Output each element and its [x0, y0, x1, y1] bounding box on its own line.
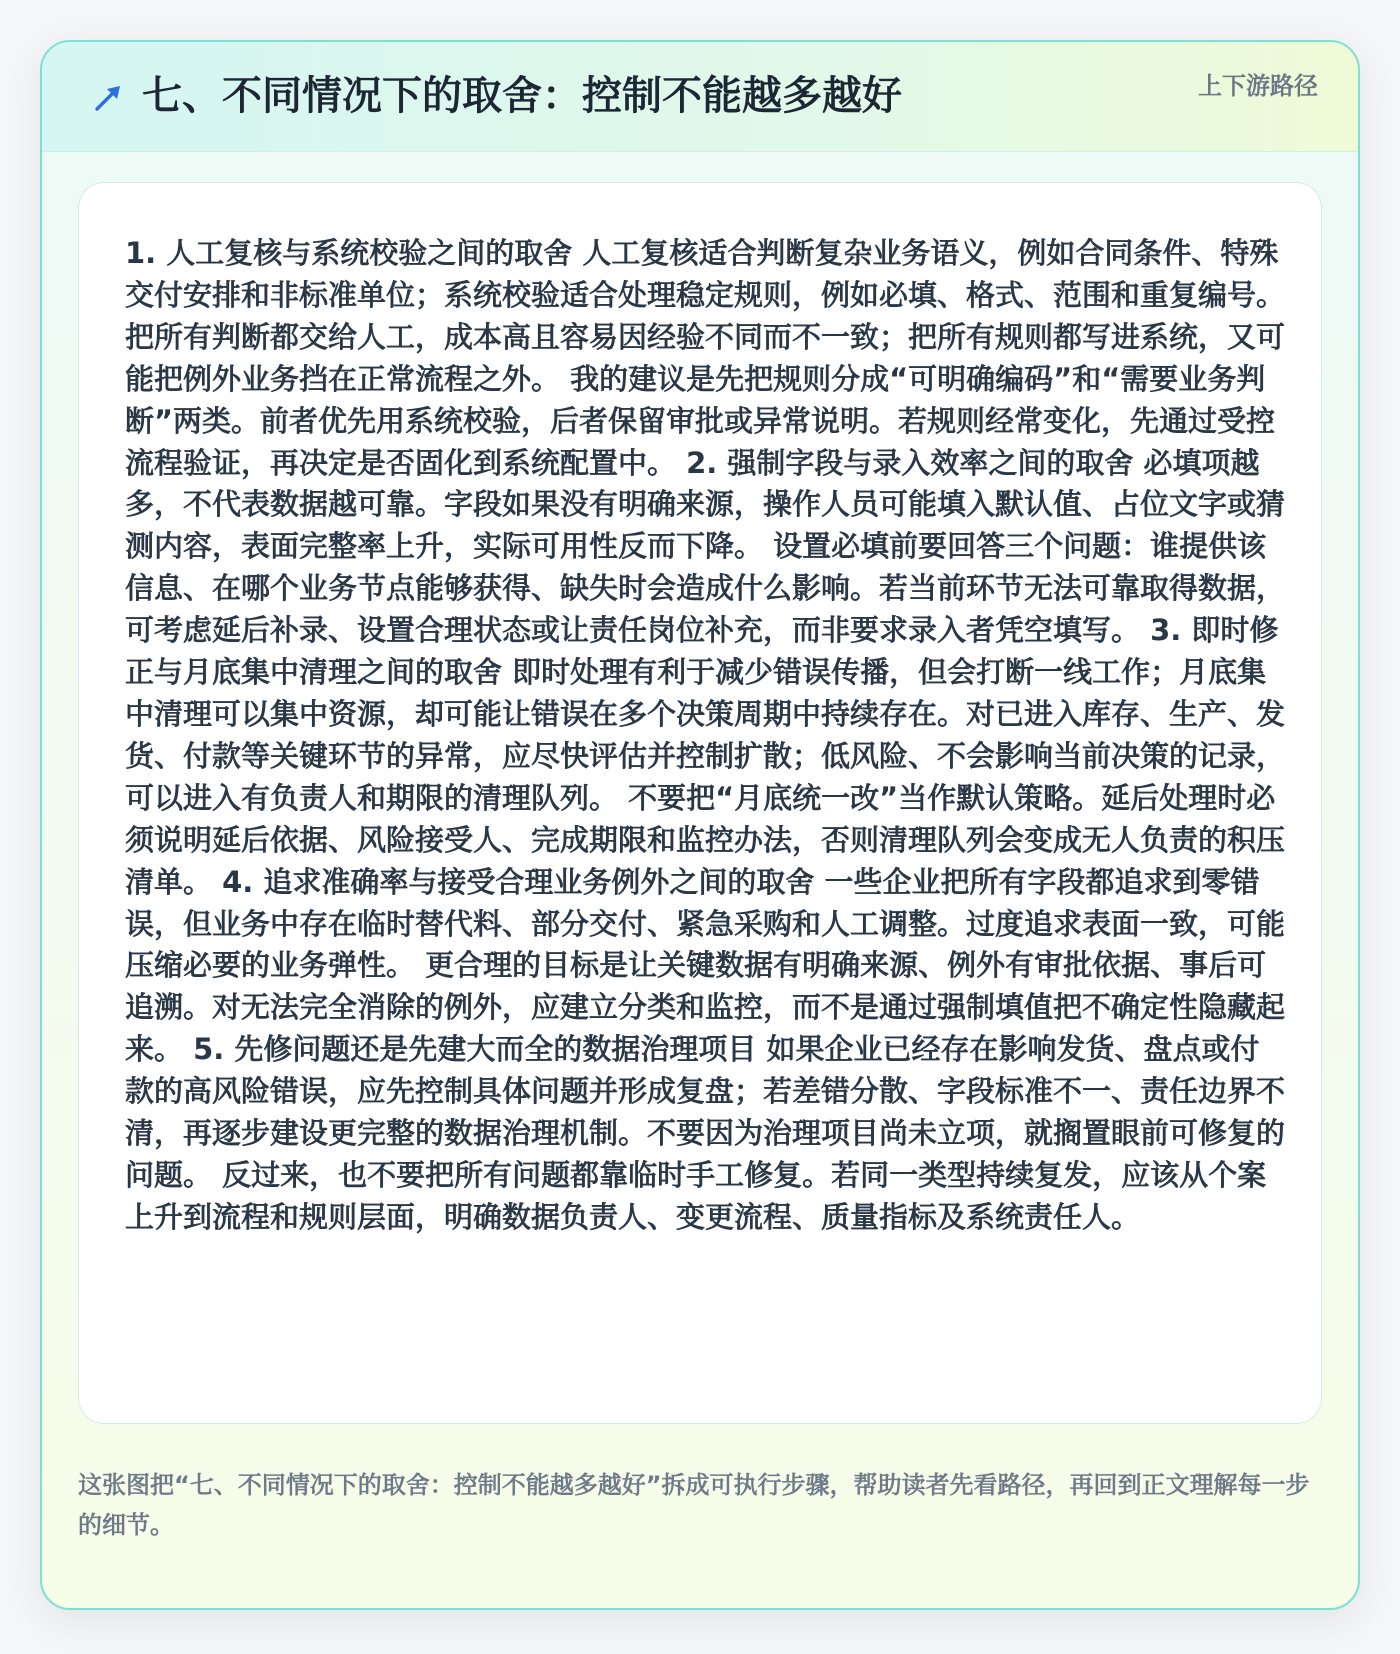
figure-caption: 这张图把“七、不同情况下的取舍：控制不能越多越好”拆成可执行步骤，帮助读者先看路径，再回到正文理解每一步的细节。 — [78, 1471, 1310, 1539]
section-tag: 上下游路径 — [1198, 72, 1318, 100]
card-header — [42, 42, 1358, 152]
body-text: 1. 人工复核与系统校验之间的取舍 人工复核适合判断复杂业务语义，例如合同条件、特殊交付安排和非标准单位；系统校验适合处理稳定规则，例如必填、格式、范围和重复编号。把所有判断都交给人工，成本高且容易因经验不同而不一致；把所有规则都写进系统，又可能把例外业务挡在正常流程之外。 我的建议是先把规则分成“可明确编码”和“需要业务判断”两类。前者优先用系统校验，后者保留审批或异常说明。若规则经常变化，先通过受控流程验证，再决定是否固化到系统配置中。 2. 强制字段与录入效率之间的取舍 必填项越多，不代表数据越可靠。字段如果没有明确来源，操作人员可能填入默认值、占位文字或猜测内容，表面完整率上升，实际可用性反而下降。 设置必填前要回答三个问题：谁提供该信息、在哪个业务节点能够获得、缺失时会造成什么影响。若当前环节无法可靠取得数据，可考虑延后补录、设置合理状态或让责任岗位补充，而非要求录入者凭空填写。 3. 即时修正与月底集中清理之间的取舍 即时处理有利于减少错误传播，但会打断一线工作；月底集中清理可以集中资源，却可能让错误在多个决策周期中持续存在。对已进入库存、生产、发货、付款等关键环节的异常，应尽快评估并控制扩散；低风险、不会影响当前决策的记录，可以进入有负责人和期限的清理队列。 不要把“月底统一改”当作默认策略。延后处理时必须说明延后依据、风险接受人、完成期限和监控办法，否则清理队列会变成无人负责的积压清单。 4. 追求准确率与接受合理业务例外之间的取舍 一些企业把所有字段都追求到零错误，但业务中存在临时替代料、部分交付、紧急采购和人工调整。过度追求表面一致，可能压缩必要的业务弹性。 更合理的目标是让关键数据有明确来源、例外有审批依据、事后可追溯。对无法完全消除的例外，应建立分类和监控，而不是通过强制填值把不确定性隐藏起来。 5. 先修问题还是先建大而全的数据治理项目 如果企业已经存在影响发货、盘点或付款的高风险错误，应先控制具体问题并形成复盘；若差错分散、字段标准不一、责任边界不清，再逐步建设更完整的数据治理机制。不要因为治理项目尚未立项，就搁置眼前可修复的问题。 反过来，也不要把所有问题都靠临时手工修复。若同一类型持续复发，应该从个案上升到流程和规则层面，明确数据负责人、变更流程、质量指标及系统责任人。 — [125, 236, 1286, 1234]
section-title: 七、不同情况下的取舍：控制不能越多越好 — [142, 73, 902, 119]
arrow-up-right-icon — [90, 80, 126, 116]
content-panel — [78, 182, 1322, 1424]
section-card — [40, 40, 1360, 1610]
